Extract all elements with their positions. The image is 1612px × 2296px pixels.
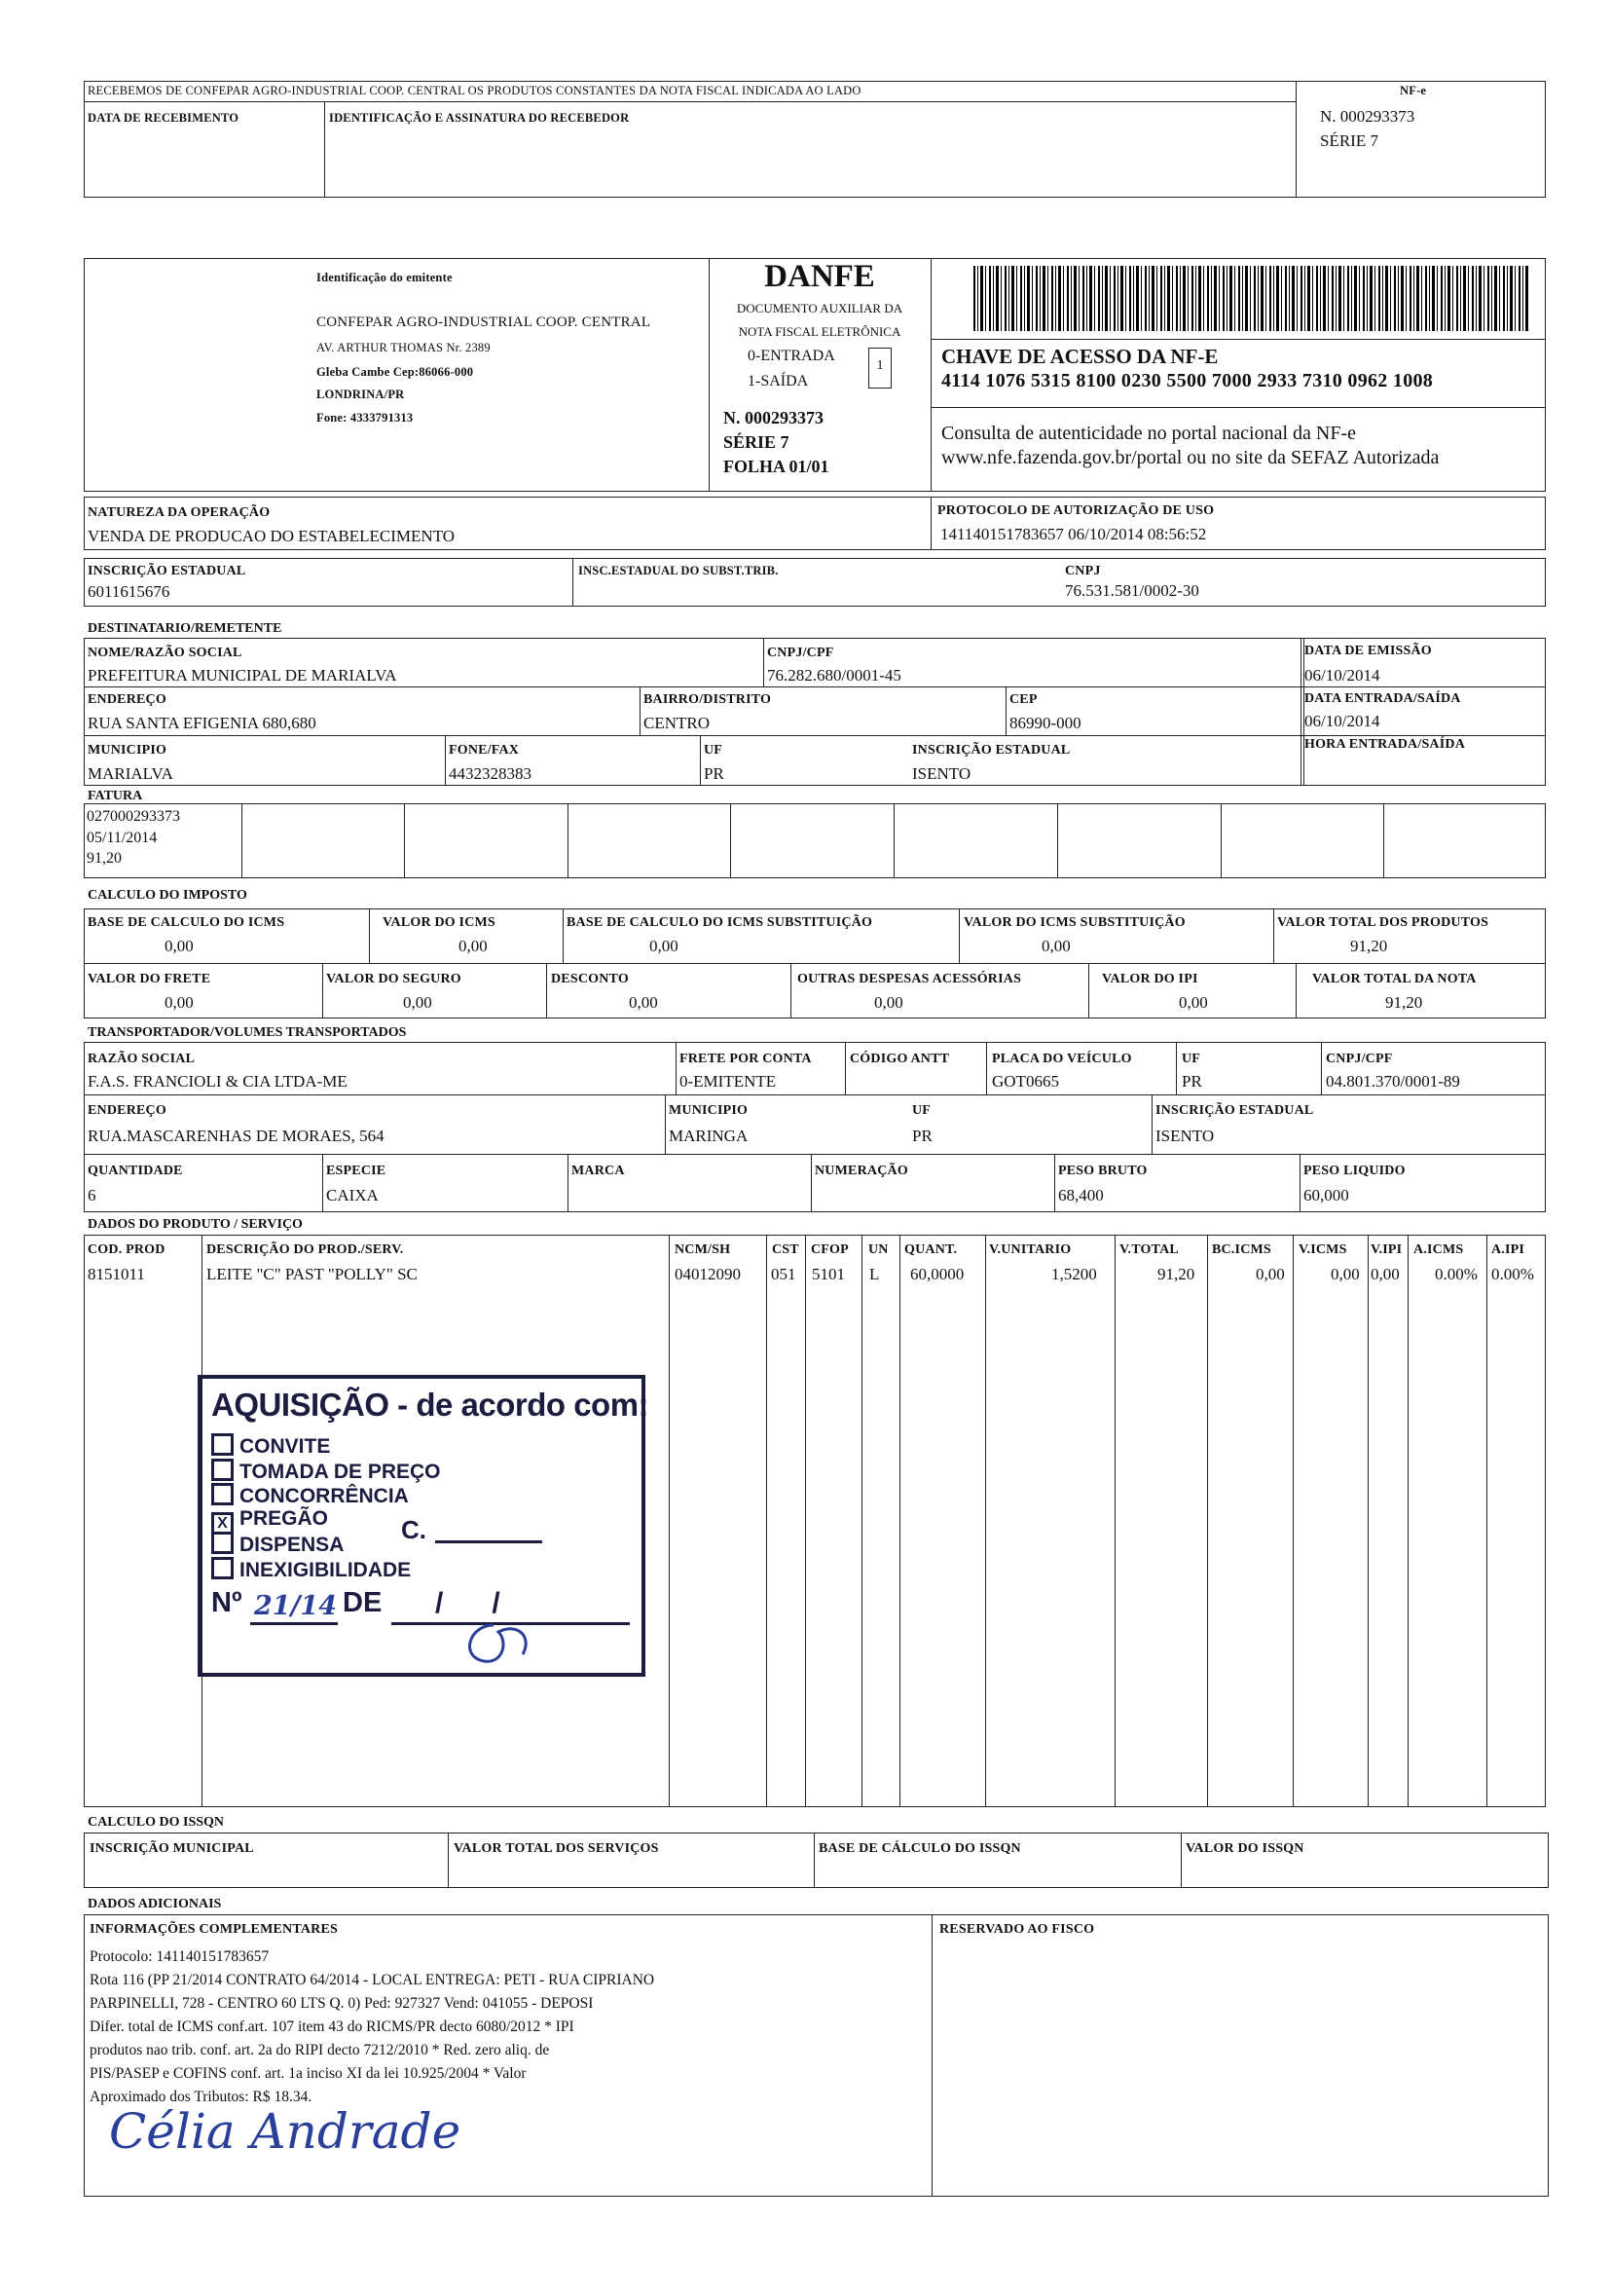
item-cfop: 5101: [812, 1265, 845, 1283]
stamp-number-line: [250, 1622, 338, 1625]
data-emissao: 06/10/2014: [1304, 666, 1380, 685]
col-bcicms: BC.ICMS: [1212, 1242, 1271, 1257]
fatura-block: [84, 803, 1546, 878]
produtos-section: DADOS DO PRODUTO / SERVIÇO: [88, 1217, 303, 1232]
data-emissao-label: DATA DE EMISSÃO: [1304, 644, 1432, 658]
issqn-block: [84, 1833, 1549, 1888]
peso-liquido-label: PESO LIQUIDO: [1303, 1164, 1406, 1178]
iest-label: INSC.ESTADUAL DO SUBST.TRIB.: [578, 564, 779, 577]
checkbox-icon: [211, 1532, 234, 1554]
peso-liquido: 60,000: [1303, 1186, 1349, 1204]
consulta-line2: www.nfe.fazenda.gov.br/portal ou no site da SEFAZ Autorizada: [941, 447, 1440, 468]
natureza-value: VENDA DE PRODUCAO DO ESTABELECIMENTO: [88, 527, 456, 545]
fatura-vencimento: 05/11/2014: [87, 830, 158, 846]
danfe-saida: 1-SAÍDA: [748, 373, 809, 389]
emitente-cnpj-value: 76.531.581/0002-30: [1065, 581, 1199, 600]
col-desc: DESCRIÇÃO DO PROD./SERV.: [206, 1242, 404, 1257]
item-vicms: 0,00: [1331, 1265, 1360, 1283]
danfe-sub1: DOCUMENTO AUXILIAR DA: [736, 301, 903, 315]
quantidade-label: QUANTIDADE: [88, 1164, 183, 1178]
issqn-section: CALCULO DO ISSQN: [88, 1815, 225, 1830]
dest-fone-label: FONE/FAX: [449, 743, 520, 758]
dest-cnpj-label: CNPJ/CPF: [767, 646, 834, 660]
transp-municipio-label: MUNICIPIO: [669, 1103, 749, 1118]
stamp-de-label: DE: [343, 1587, 383, 1618]
dest-uf: PR: [704, 764, 724, 783]
info-line: Aproximado dos Tributos: R$ 18.34.: [90, 2089, 312, 2105]
protocolo-value: 141140151783657 06/10/2014 08:56:52: [940, 525, 1207, 543]
stamp-opt-convite: CONVITE: [211, 1433, 330, 1459]
issqn-valor-label: VALOR DO ISSQN: [1186, 1841, 1304, 1856]
outras-label: OUTRAS DESPESAS ACESSÓRIAS: [797, 972, 1022, 986]
stamp-opt-pregao: X PREGÃO: [211, 1507, 328, 1535]
transp-cnpj: 04.801.370/0001-89: [1326, 1072, 1460, 1091]
transp-uf-label: UF: [1182, 1052, 1201, 1066]
col-cfop: CFOP: [811, 1242, 849, 1257]
hora-entrada-label: HORA ENTRADA/SAÍDA: [1304, 737, 1466, 752]
canhoto-nfe-label: NF-e: [1400, 84, 1427, 97]
imposto-section: CALCULO DO IMPOSTO: [88, 888, 247, 903]
consulta-line1: Consulta de autenticidade no portal nacional da NF-e: [941, 423, 1356, 444]
fatura-section: FATURA: [88, 789, 143, 803]
checkbox-icon: [211, 1459, 234, 1481]
signature: Célia Andrade: [109, 2103, 461, 2160]
identificacao-label: IDENTIFICAÇÃO E ASSINATURA DO RECEBEDOR: [329, 111, 630, 125]
canhoto-numero: N. 000293373: [1320, 107, 1415, 126]
valor-icms: 0,00: [458, 937, 488, 955]
dest-bairro-label: BAIRRO/DISTRITO: [643, 692, 772, 707]
ipi: 0,00: [1179, 993, 1208, 1012]
emitente-nome: CONFEPAR AGRO-INDUSTRIAL COOP. CENTRAL: [316, 315, 651, 330]
peso-bruto: 68,400: [1058, 1186, 1104, 1204]
info-complementares-label: INFORMAÇÕES COMPLEMENTARES: [90, 1922, 339, 1937]
dest-endereco: RUA SANTA EFIGENIA 680,680: [88, 714, 316, 732]
issqn-total-label: VALOR TOTAL DOS SERVIÇOS: [454, 1841, 659, 1856]
danfe-entrada: 0-ENTRADA: [748, 348, 835, 364]
base-st-label: BASE DE CALCULO DO ICMS SUBSTITUIÇÃO: [567, 915, 873, 930]
especie: CAIXA: [326, 1186, 379, 1204]
transp-razao: F.A.S. FRANCIOLI & CIA LTDA-ME: [88, 1072, 348, 1091]
emitente-cidade: LONDRINA/PR: [316, 388, 405, 401]
stamp-opt-pregao-c: C.: [401, 1515, 426, 1544]
stamp-initials-icon: [450, 1617, 557, 1671]
transp-ie: ISENTO: [1155, 1127, 1215, 1145]
natureza-label: NATUREZA DA OPERAÇÃO: [88, 505, 271, 520]
col-aicms: A.ICMS: [1413, 1242, 1464, 1257]
transp-endereco-label: ENDEREÇO: [88, 1103, 166, 1118]
item-aipi: 0.00%: [1491, 1265, 1534, 1283]
frete-label: VALOR DO FRETE: [88, 972, 211, 986]
col-vtotal: V.TOTAL: [1119, 1242, 1179, 1257]
transp-uf: PR: [1182, 1072, 1202, 1091]
issqn-inscricao-label: INSCRIÇÃO MUNICIPAL: [90, 1841, 254, 1856]
total-produtos-label: VALOR TOTAL DOS PRODUTOS: [1277, 915, 1489, 930]
item-cod: 8151011: [88, 1265, 145, 1283]
col-ncm: NCM/SH: [675, 1242, 731, 1257]
danfe-serie: SÉRIE 7: [723, 432, 789, 452]
reservado-fisco-label: RESERVADO AO FISCO: [939, 1922, 1095, 1937]
transp-endereco: RUA.MASCARENHAS DE MORAES, 564: [88, 1127, 385, 1145]
transp-placa: GOT0665: [992, 1072, 1059, 1091]
base-icms-label: BASE DE CALCULO DO ICMS: [88, 915, 285, 930]
col-quant: QUANT.: [904, 1242, 958, 1257]
emitente-bairro-cep: Gleba Cambe Cep:86066-000: [316, 365, 474, 379]
stamp-opt-inexigibilidade: INEXIGIBILIDADE: [211, 1557, 411, 1582]
desconto: 0,00: [629, 993, 658, 1012]
destinatario-block: [84, 638, 1304, 786]
stamp-numero-label: Nº: [211, 1587, 242, 1618]
transp-frete: 0-EMITENTE: [679, 1072, 777, 1091]
item-vtotal: 91,20: [1157, 1265, 1195, 1283]
transp-placa-label: PLACA DO VEÍCULO: [992, 1052, 1132, 1066]
chave-value: 4114 1076 5315 8100 0230 5500 7000 2933 7310 0962 1008: [941, 370, 1434, 391]
transp-ie-label: INSCRIÇÃO ESTADUAL: [1155, 1103, 1314, 1118]
valor-st-label: VALOR DO ICMS SUBSTITUIÇÃO: [964, 915, 1186, 930]
dest-nome-label: NOME/RAZÃO SOCIAL: [88, 646, 242, 660]
seguro-label: VALOR DO SEGURO: [326, 972, 461, 986]
info-line: Difer. total de ICMS conf.art. 107 item 43 do RICMS/PR decto 6080/2012 * IPI: [90, 2018, 574, 2035]
item-desc: LEITE "C" PAST "POLLY" SC: [206, 1265, 418, 1283]
emitente-label: Identificação do emitente: [316, 271, 453, 284]
stamp-opt-concorrencia: CONCORRÊNCIA: [211, 1483, 409, 1508]
stamp-date-slashes: / /: [435, 1587, 500, 1619]
item-bcicms: 0,00: [1256, 1265, 1285, 1283]
desconto-label: DESCONTO: [551, 972, 629, 986]
outras: 0,00: [874, 993, 903, 1012]
dest-cnpj: 76.282.680/0001-45: [767, 666, 901, 685]
marca-label: MARCA: [571, 1164, 625, 1178]
emitente-endereco: AV. ARTHUR THOMAS Nr. 2389: [316, 341, 491, 354]
stamp-numero: 21/14: [254, 1591, 338, 1621]
total-nota-label: VALOR TOTAL DA NOTA: [1312, 972, 1477, 986]
dest-municipio: MARIALVA: [88, 764, 173, 783]
base-st: 0,00: [649, 937, 678, 955]
numeracao-label: NUMERAÇÃO: [815, 1164, 908, 1178]
especie-label: ESPECIE: [326, 1164, 386, 1178]
ie-label: INSCRIÇÃO ESTADUAL: [88, 564, 246, 578]
col-vicms: V.ICMS: [1299, 1242, 1347, 1257]
stamp-opt-tomada: TOMADA DE PREÇO: [211, 1459, 441, 1484]
total-nota: 91,20: [1385, 993, 1423, 1012]
info-line: Protocolo: 141140151783657: [90, 1948, 270, 1965]
destinatario-section: DESTINATARIO/REMETENTE: [88, 621, 282, 636]
adicionais-section: DADOS ADICIONAIS: [88, 1897, 222, 1911]
info-line: Rota 116 (PP 21/2014 CONTRATO 64/2014 - LOCAL ENTREGA: PETI - RUA CIPRIANO: [90, 1972, 655, 1988]
col-cst: CST: [772, 1242, 799, 1257]
data-entrada-label: DATA ENTRADA/SAÍDA: [1304, 691, 1461, 706]
transp-uf2-label: UF: [912, 1103, 932, 1118]
ie-value: 6011615676: [88, 582, 170, 601]
item-cst: 051: [771, 1265, 796, 1283]
peso-bruto-label: PESO BRUTO: [1058, 1164, 1148, 1178]
quantidade: 6: [88, 1186, 96, 1204]
danfe-folha: FOLHA 01/01: [723, 457, 829, 476]
dest-nome: PREFEITURA MUNICIPAL DE MARIALVA: [88, 666, 397, 685]
total-produtos: 91,20: [1350, 937, 1388, 955]
transp-uf2: PR: [912, 1127, 933, 1145]
stamp-title: AQUISIÇÃO - de acordo com:: [211, 1387, 649, 1423]
checkbox-icon: [211, 1433, 234, 1456]
col-vipi: V.IPI: [1371, 1242, 1403, 1257]
checkbox-icon: [211, 1557, 234, 1579]
item-ncm: 04012090: [675, 1265, 741, 1283]
data-entrada: 06/10/2014: [1304, 712, 1380, 730]
protocolo-label: PROTOCOLO DE AUTORIZAÇÃO DE USO: [937, 503, 1215, 518]
transportador-section: TRANSPORTADOR/VOLUMES TRANSPORTADOS: [88, 1025, 407, 1040]
col-cod: COD. PROD: [88, 1242, 165, 1257]
emitente-fone: Fone: 4333791313: [316, 411, 414, 425]
transp-municipio: MARINGA: [669, 1127, 749, 1145]
danfe-tipo: 1: [876, 358, 884, 373]
checked-checkbox-icon: X: [211, 1512, 234, 1535]
valor-icms-label: VALOR DO ICMS: [383, 915, 495, 930]
frete: 0,00: [165, 993, 194, 1012]
aquisicao-stamp: [198, 1375, 649, 1677]
barcode-icon: [973, 266, 1530, 331]
fatura-valor: 91,20: [87, 850, 122, 867]
data-recebimento-label: DATA DE RECEBIMENTO: [88, 111, 239, 125]
chave-label: CHAVE DE ACESSO DA NF-E: [941, 345, 1219, 368]
item-un: L: [869, 1265, 880, 1283]
info-line: produtos nao trib. conf. art. 2a do RIPI decto 7212/2010 * Red. zero aliq. de: [90, 2042, 550, 2058]
item-aicms: 0.00%: [1435, 1265, 1478, 1283]
item-quant: 60,0000: [910, 1265, 965, 1283]
info-line: PARPINELLI, 728 - CENTRO 60 LTS Q. 0) Ped: 927327 Vend: 041055 - DEPOSI: [90, 1995, 594, 2012]
issqn-base-label: BASE DE CÁLCULO DO ISSQN: [819, 1841, 1021, 1856]
dest-uf-label: UF: [704, 743, 723, 758]
emitente-cnpj-label: CNPJ: [1065, 564, 1101, 578]
transp-cnpj-label: CNPJ/CPF: [1326, 1052, 1393, 1066]
info-line: PIS/PASEP e COFINS conf. art. 1a inciso XI da lei 10.925/2004 * Valor: [90, 2065, 527, 2082]
stamp-c-line: [435, 1540, 542, 1543]
canhoto-serie: SÉRIE 7: [1320, 131, 1378, 150]
fatura-numero: 027000293373: [87, 808, 180, 825]
dest-municipio-label: MUNICIPIO: [88, 743, 167, 758]
dest-cep-label: CEP: [1009, 692, 1038, 707]
dest-endereco-label: ENDEREÇO: [88, 692, 166, 707]
dest-ie-label: INSCRIÇÃO ESTADUAL: [912, 743, 1071, 758]
stamp-opt-dispensa: DISPENSA: [211, 1532, 344, 1557]
transp-frete-label: FRETE POR CONTA: [679, 1052, 812, 1066]
inscricao-block: [84, 558, 1546, 607]
ipi-label: VALOR DO IPI: [1102, 972, 1198, 986]
dest-ie: ISENTO: [912, 764, 971, 783]
col-aipi: A.IPI: [1491, 1242, 1525, 1257]
col-vunit: V.UNITARIO: [989, 1242, 1072, 1257]
checkbox-icon: [211, 1483, 234, 1505]
item-vipi: 0,00: [1371, 1265, 1400, 1283]
dest-bairro: CENTRO: [643, 714, 710, 732]
item-vunit: 1,5200: [1051, 1265, 1097, 1283]
seguro: 0,00: [403, 993, 432, 1012]
danfe-sub2: NOTA FISCAL ELETRÔNICA: [738, 324, 901, 339]
dest-cep: 86990-000: [1009, 714, 1081, 732]
transp-antt-label: CÓDIGO ANTT: [850, 1052, 950, 1066]
transp-razao-label: RAZÃO SOCIAL: [88, 1052, 196, 1066]
base-icms: 0,00: [165, 937, 194, 955]
dest-fone: 4432328383: [449, 764, 531, 783]
canhoto-recebemos: RECEBEMOS DE CONFEPAR AGRO-INDUSTRIAL COOP. CENTRAL OS PRODUTOS CONSTANTES DA NOTA FISCAL INDICADA AO LADO: [88, 84, 861, 97]
valor-st: 0,00: [1042, 937, 1071, 955]
danfe-numero: N. 000293373: [723, 408, 824, 427]
col-un: UN: [868, 1242, 889, 1257]
danfe-title: DANFE: [764, 259, 875, 294]
